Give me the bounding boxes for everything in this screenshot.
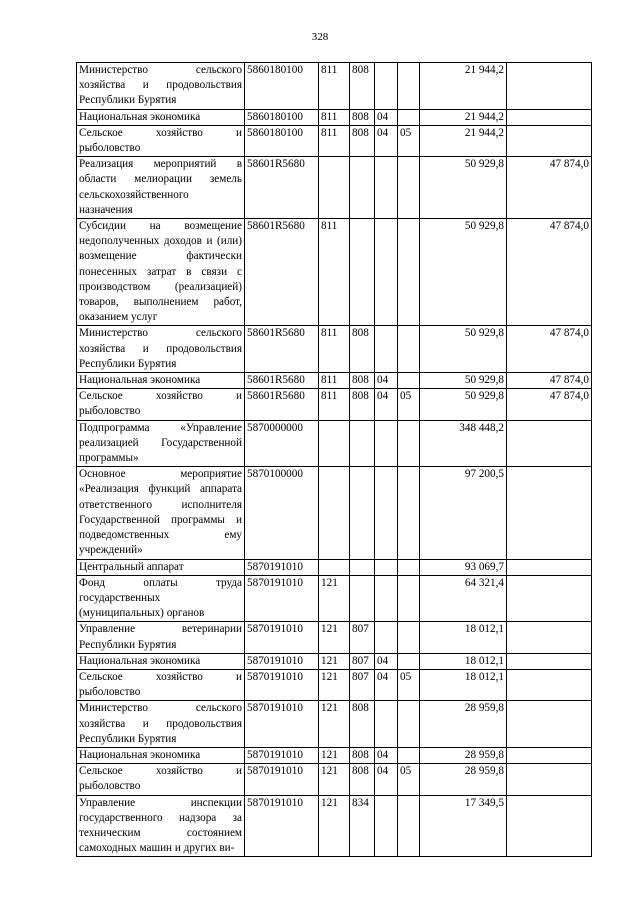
- row-name: Субсидии на возмещение недополученных доходов и (или) возмещение фактически понесенных затрат в связи с производством (реализацией) товаров, выполнением работ, оказанием услуг: [77, 219, 245, 326]
- row-subsection: [398, 109, 420, 125]
- row-amount-total: 28 959,8: [420, 764, 507, 795]
- row-name: Национальная экономика: [77, 747, 245, 763]
- row-amount-total: 97 200,5: [420, 467, 507, 559]
- row-name: Управление ветеринарии Республики Бурятия: [77, 622, 245, 653]
- row-ministry-code: [350, 219, 375, 326]
- row-target-code: 58601R5680: [245, 389, 319, 420]
- row-target-code: 5860180100: [245, 109, 319, 125]
- row-expense-type: 811: [319, 125, 350, 156]
- row-target-code: 5870191010: [245, 559, 319, 575]
- row-expense-type: 121: [319, 747, 350, 763]
- row-name: Сельское хозяйство и рыболовство: [77, 764, 245, 795]
- row-subsection: [398, 219, 420, 326]
- row-section: 04: [375, 669, 398, 700]
- row-expense-type: 121: [319, 575, 350, 622]
- row-section: 04: [375, 389, 398, 420]
- table-row: [77, 109, 592, 125]
- row-expense-type: [319, 559, 350, 575]
- row-target-code: 5860180100: [245, 125, 319, 156]
- row-amount-federal: 47 874,0: [507, 219, 592, 326]
- row-amount-total: 18 012,1: [420, 653, 507, 669]
- row-subsection: 05: [398, 764, 420, 795]
- row-section: 04: [375, 125, 398, 156]
- row-name: Министерство сельского хозяйства и продовольствия Республики Бурятия: [77, 63, 245, 110]
- row-target-code: 5860180100: [245, 63, 319, 110]
- row-target-code: 5870000000: [245, 420, 319, 467]
- row-amount-total: 50 929,8: [420, 157, 507, 219]
- table-row: [77, 326, 592, 373]
- row-amount-total: 50 929,8: [420, 326, 507, 373]
- row-section: 04: [375, 373, 398, 389]
- table-row: [77, 764, 592, 795]
- row-expense-type: 121: [319, 764, 350, 795]
- row-subsection: [398, 373, 420, 389]
- row-amount-federal: [507, 795, 592, 857]
- row-name: Сельское хозяйство и рыболовство: [77, 125, 245, 156]
- row-subsection: [398, 795, 420, 857]
- row-amount-total: 21 944,2: [420, 125, 507, 156]
- row-expense-type: 811: [319, 219, 350, 326]
- row-subsection: [398, 467, 420, 559]
- row-section: [375, 420, 398, 467]
- row-name: Национальная экономика: [77, 373, 245, 389]
- row-section: [375, 326, 398, 373]
- row-name: Управление инспекции государственного надзора за техническим состоянием самоходных машин и других ви-: [77, 795, 245, 857]
- row-amount-total: 93 069,7: [420, 559, 507, 575]
- row-name: Министерство сельского хозяйства и продовольствия Республики Бурятия: [77, 701, 245, 748]
- row-subsection: [398, 575, 420, 622]
- row-expense-type: 121: [319, 622, 350, 653]
- row-ministry-code: [350, 467, 375, 559]
- row-subsection: 05: [398, 389, 420, 420]
- row-amount-federal: [507, 622, 592, 653]
- row-amount-federal: 47 874,0: [507, 389, 592, 420]
- row-amount-total: 28 959,8: [420, 701, 507, 748]
- row-expense-type: [319, 420, 350, 467]
- row-amount-total: 18 012,1: [420, 622, 507, 653]
- row-ministry-code: 807: [350, 622, 375, 653]
- row-ministry-code: 834: [350, 795, 375, 857]
- row-name: Национальная экономика: [77, 109, 245, 125]
- row-subsection: [398, 559, 420, 575]
- row-ministry-code: [350, 559, 375, 575]
- row-name: Сельское хозяйство и рыболовство: [77, 389, 245, 420]
- row-expense-type: [319, 467, 350, 559]
- row-target-code: 5870191010: [245, 795, 319, 857]
- row-expense-type: 811: [319, 373, 350, 389]
- row-subsection: [398, 701, 420, 748]
- row-target-code: 5870191010: [245, 575, 319, 622]
- row-subsection: [398, 63, 420, 110]
- row-expense-type: 121: [319, 701, 350, 748]
- row-section: 04: [375, 653, 398, 669]
- row-ministry-code: 808: [350, 373, 375, 389]
- row-ministry-code: 808: [350, 764, 375, 795]
- row-amount-total: 21 944,2: [420, 63, 507, 110]
- row-section: [375, 622, 398, 653]
- row-target-code: 5870191010: [245, 701, 319, 748]
- row-amount-federal: [507, 669, 592, 700]
- budget-table: [76, 62, 592, 857]
- row-amount-federal: [507, 764, 592, 795]
- row-subsection: [398, 747, 420, 763]
- row-expense-type: 121: [319, 795, 350, 857]
- table-row: [77, 622, 592, 653]
- row-amount-total: 64 321,4: [420, 575, 507, 622]
- row-amount-federal: [507, 653, 592, 669]
- row-section: [375, 559, 398, 575]
- row-amount-federal: [507, 420, 592, 467]
- row-amount-federal: [507, 701, 592, 748]
- row-amount-federal: [507, 109, 592, 125]
- row-ministry-code: 808: [350, 747, 375, 763]
- row-amount-total: 50 929,8: [420, 389, 507, 420]
- row-target-code: 58601R5680: [245, 157, 319, 219]
- row-amount-total: 50 929,8: [420, 373, 507, 389]
- row-expense-type: 811: [319, 109, 350, 125]
- row-expense-type: 811: [319, 63, 350, 110]
- row-amount-federal: [507, 467, 592, 559]
- row-target-code: 5870100000: [245, 467, 319, 559]
- table-row: [77, 420, 592, 467]
- row-subsection: [398, 622, 420, 653]
- row-amount-total: 28 959,8: [420, 747, 507, 763]
- table-row: [77, 467, 592, 559]
- table-row: [77, 653, 592, 669]
- row-ministry-code: [350, 157, 375, 219]
- row-target-code: 5870191010: [245, 653, 319, 669]
- table-row: [77, 575, 592, 622]
- row-amount-total: 17 349,5: [420, 795, 507, 857]
- row-section: [375, 701, 398, 748]
- row-amount-federal: [507, 559, 592, 575]
- row-subsection: [398, 326, 420, 373]
- row-section: 04: [375, 109, 398, 125]
- table-row: [77, 795, 592, 857]
- row-expense-type: 121: [319, 653, 350, 669]
- row-ministry-code: 807: [350, 669, 375, 700]
- row-section: [375, 467, 398, 559]
- table-row: [77, 747, 592, 763]
- table-row: [77, 373, 592, 389]
- row-amount-federal: 47 874,0: [507, 326, 592, 373]
- table-row: [77, 559, 592, 575]
- row-amount-total: 348 448,2: [420, 420, 507, 467]
- row-section: 04: [375, 747, 398, 763]
- row-ministry-code: 808: [350, 701, 375, 748]
- row-amount-federal: [507, 63, 592, 110]
- table-row: [77, 219, 592, 326]
- row-section: [375, 63, 398, 110]
- table-row: [77, 125, 592, 156]
- table-row: [77, 63, 592, 110]
- row-target-code: 5870191010: [245, 764, 319, 795]
- row-expense-type: 811: [319, 326, 350, 373]
- row-target-code: 58601R5680: [245, 219, 319, 326]
- row-section: [375, 575, 398, 622]
- row-target-code: 5870191010: [245, 747, 319, 763]
- row-amount-federal: [507, 575, 592, 622]
- row-section: 04: [375, 764, 398, 795]
- table-row: [77, 157, 592, 219]
- row-target-code: 5870191010: [245, 622, 319, 653]
- row-amount-federal: [507, 125, 592, 156]
- row-target-code: 58601R5680: [245, 326, 319, 373]
- row-subsection: [398, 653, 420, 669]
- row-ministry-code: 808: [350, 125, 375, 156]
- row-ministry-code: 808: [350, 109, 375, 125]
- row-amount-total: 21 944,2: [420, 109, 507, 125]
- row-section: [375, 219, 398, 326]
- row-expense-type: 121: [319, 669, 350, 700]
- row-ministry-code: [350, 420, 375, 467]
- row-target-code: 5870191010: [245, 669, 319, 700]
- row-subsection: [398, 157, 420, 219]
- row-name: Основное мероприятие «Реализация функций аппарата ответственного исполнителя Государственной программы и подведомственных ему учреждений»: [77, 467, 245, 559]
- row-ministry-code: 808: [350, 63, 375, 110]
- row-name: Реализация мероприятий в области мелиорации земель сельскохозяйственного назначения: [77, 157, 245, 219]
- table-row: [77, 701, 592, 748]
- row-amount-federal: [507, 747, 592, 763]
- row-amount-federal: 47 874,0: [507, 157, 592, 219]
- row-amount-total: 18 012,1: [420, 669, 507, 700]
- row-name: Сельское хозяйство и рыболовство: [77, 669, 245, 700]
- row-name: Министерство сельского хозяйства и продовольствия Республики Бурятия: [77, 326, 245, 373]
- row-subsection: [398, 420, 420, 467]
- row-expense-type: 811: [319, 389, 350, 420]
- row-name: Национальная экономика: [77, 653, 245, 669]
- row-subsection: 05: [398, 669, 420, 700]
- row-amount-federal: 47 874,0: [507, 373, 592, 389]
- row-ministry-code: [350, 575, 375, 622]
- table-row: [77, 389, 592, 420]
- row-ministry-code: 808: [350, 326, 375, 373]
- row-ministry-code: 808: [350, 389, 375, 420]
- row-target-code: 58601R5680: [245, 373, 319, 389]
- row-name: Фонд оплаты труда государственных (муниципальных) органов: [77, 575, 245, 622]
- row-name: Подпрограмма «Управление реализацией Государственной программы»: [77, 420, 245, 467]
- row-amount-total: 50 929,8: [420, 219, 507, 326]
- row-subsection: 05: [398, 125, 420, 156]
- row-expense-type: [319, 157, 350, 219]
- row-ministry-code: 807: [350, 653, 375, 669]
- page-number: 328: [311, 31, 329, 43]
- row-section: [375, 157, 398, 219]
- row-section: [375, 795, 398, 857]
- row-name: Центральный аппарат: [77, 559, 245, 575]
- table-row: [77, 669, 592, 700]
